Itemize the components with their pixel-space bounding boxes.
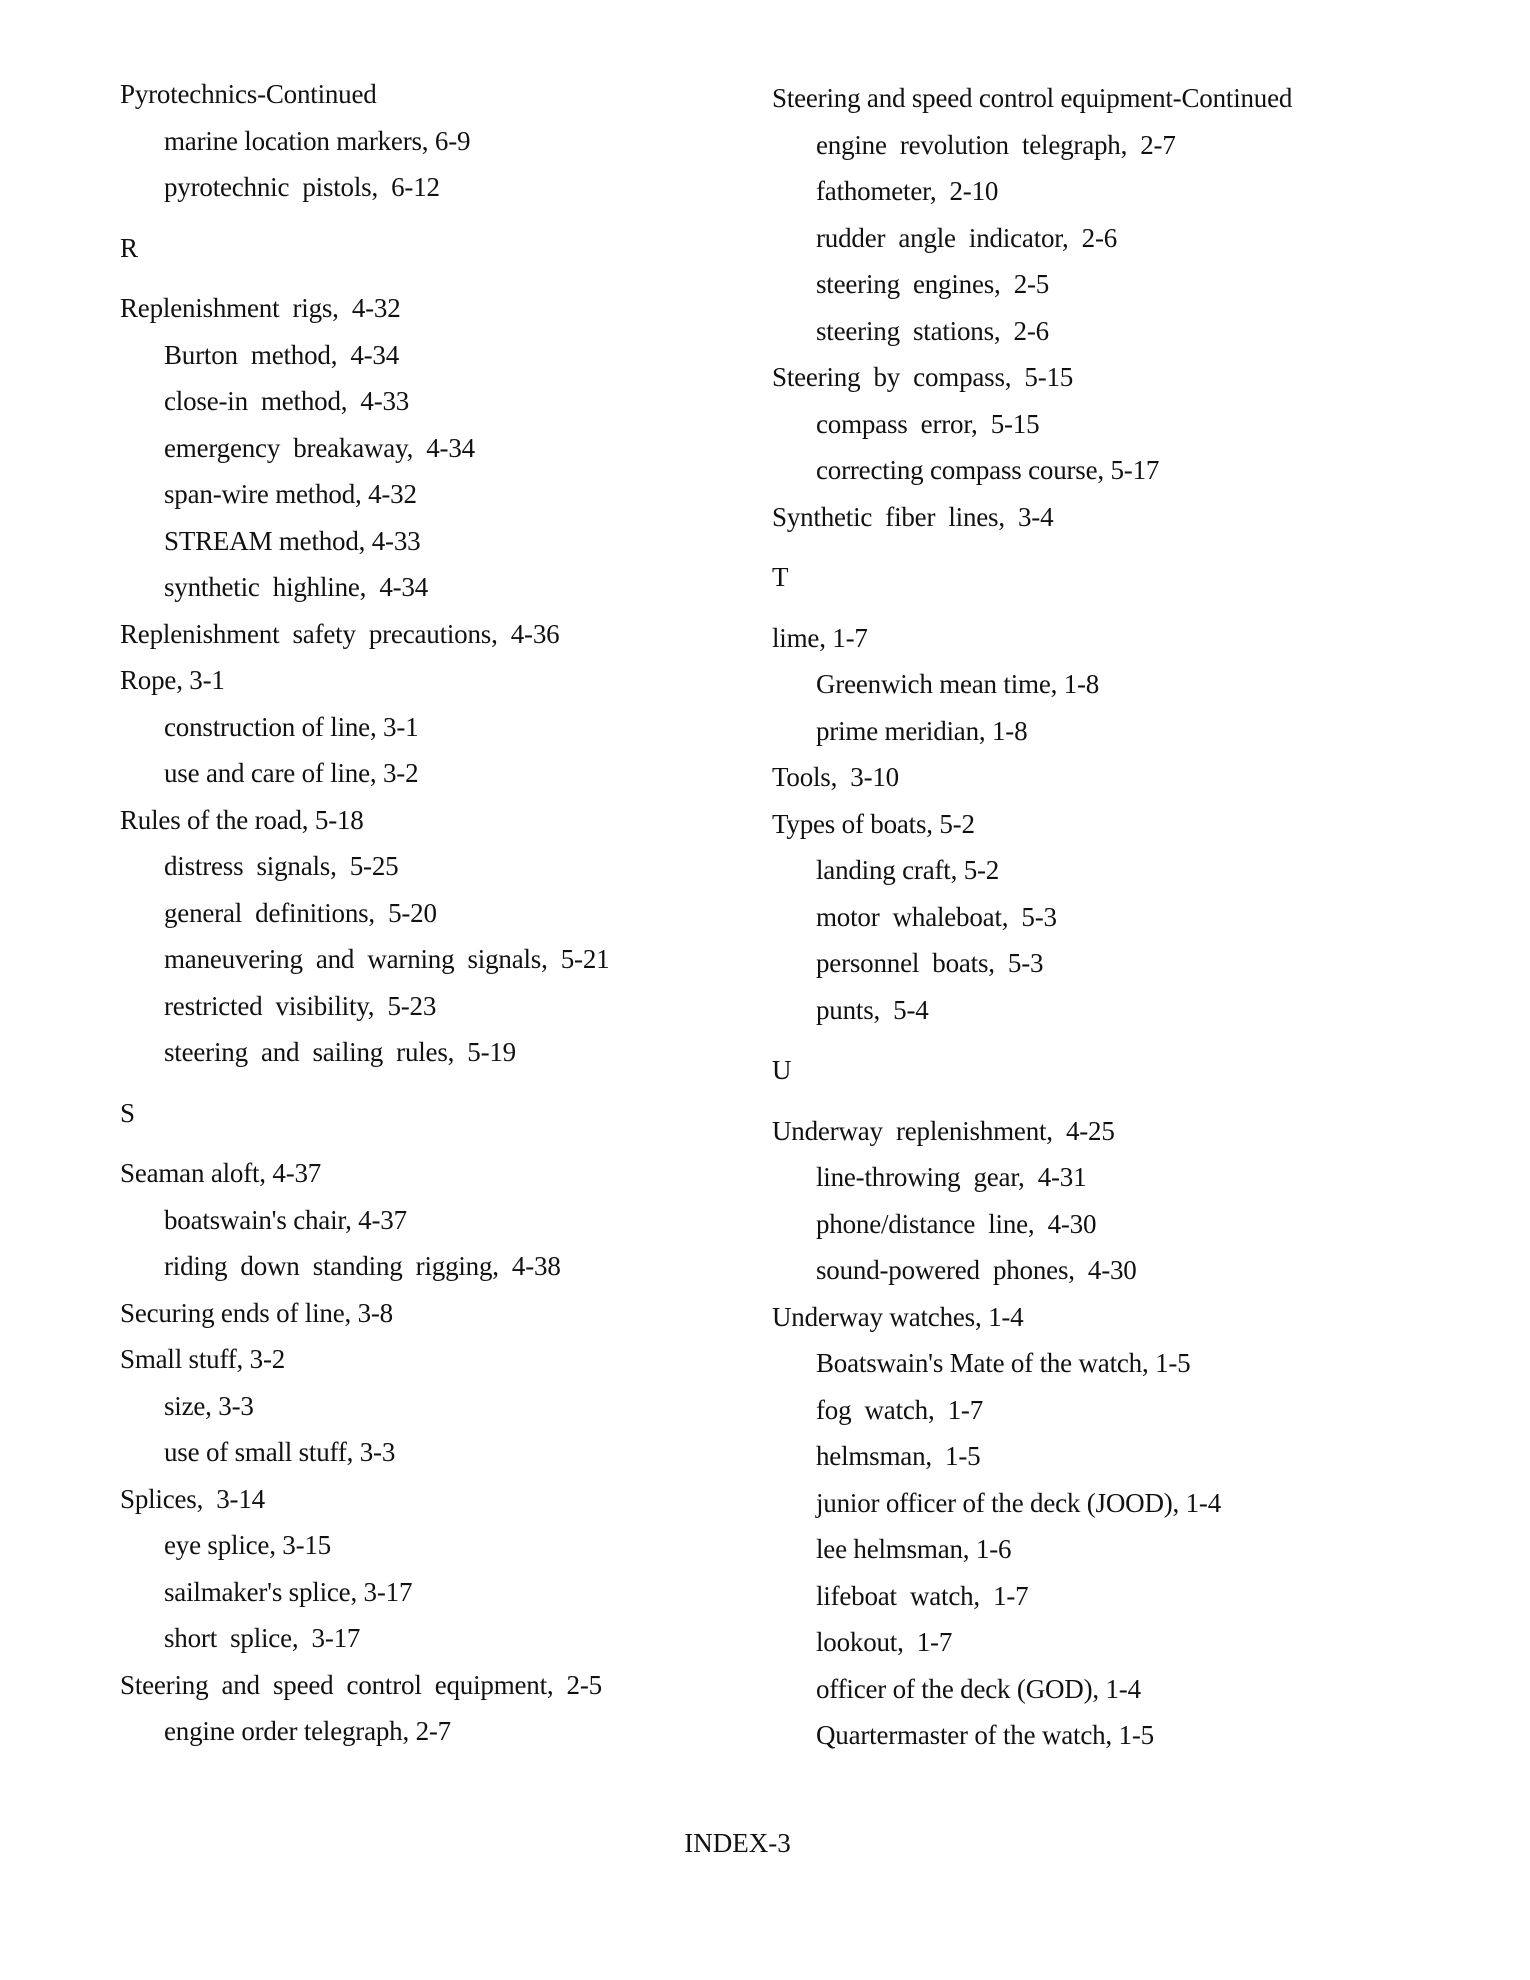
index-column-right (772, 75, 1472, 1759)
index-subentry: emergency breakaway, 4-34 (164, 432, 475, 463)
index-subentry: lifeboat watch, 1-7 (816, 1580, 1029, 1611)
index-entry: Pyrotechnics-Continued (120, 79, 377, 109)
index-subentry: use and care of line, 3-2 (164, 758, 419, 788)
index-entry: Tools, 3-10 (772, 762, 899, 792)
index-entry: Small stuff, 3-2 (120, 1344, 286, 1374)
index-subentry: boatswain's chair, 4-37 (164, 1204, 407, 1235)
index-subentry: Boatswain's Mate of the watch, 1-5 (816, 1348, 1191, 1378)
index-subentry: punts, 5-4 (816, 994, 929, 1025)
index-subentry: sailmaker's splice, 3-17 (164, 1576, 413, 1607)
index-subentry: construction of line, 3-1 (164, 711, 419, 742)
index-subentry: distress signals, 5-25 (164, 851, 399, 881)
index-subentry: rudder angle indicator, 2-6 (816, 222, 1118, 253)
index-entry: Steering and speed control equipment, 2-5 (120, 1669, 602, 1700)
index-subentry: eye splice, 3-15 (164, 1530, 331, 1560)
index-letter-heading: U (772, 1055, 792, 1085)
index-letter-heading: T (772, 562, 789, 592)
index-entry: Synthetic fiber lines, 3-4 (772, 501, 1054, 532)
index-entry: Rules of the road, 5-18 (120, 804, 364, 835)
index-subentry: Greenwich mean time, 1-8 (816, 669, 1100, 699)
index-subentry: correcting compass course, 5-17 (816, 455, 1160, 485)
index-subentry: Burton method, 4-34 (164, 339, 400, 370)
index-subentry: span-wire method, 4-32 (164, 479, 417, 509)
index-subentry: engine revolution telegraph, 2-7 (816, 129, 1176, 160)
index-entry: Securing ends of line, 3-8 (120, 1297, 393, 1328)
index-column-left (120, 71, 760, 1755)
index-subentry: steering stations, 2-6 (816, 315, 1049, 346)
index-entry: Rope, 3-1 (120, 665, 225, 695)
index-subentry: use of small stuff, 3-3 (164, 1437, 396, 1467)
index-subentry: fog watch, 1-7 (816, 1394, 984, 1425)
index-entry: Steering by compass, 5-15 (772, 362, 1074, 392)
index-entry: Replenishment safety precautions, 4-36 (120, 618, 560, 649)
index-subentry: STREAM method, 4-33 (164, 525, 421, 556)
index-subentry: riding down standing rigging, 4-38 (164, 1251, 561, 1281)
index-subentry: maneuvering and warning signals, 5-21 (164, 944, 610, 974)
index-subentry: steering engines, 2-5 (816, 269, 1050, 299)
index-subentry: landing craft, 5-2 (816, 855, 1000, 885)
index-subentry: motor whaleboat, 5-3 (816, 901, 1057, 932)
index-subentry: steering and sailing rules, 5-19 (164, 1037, 516, 1067)
index-subentry: phone/distance line, 4-30 (816, 1208, 1097, 1239)
index-entry: Steering and speed control equipment-Continued (772, 83, 1293, 113)
index-subentry: engine order telegraph, 2-7 (164, 1716, 451, 1746)
index-entry: lime, 1-7 (772, 622, 868, 653)
index-subentry: general definitions, 5-20 (164, 897, 437, 928)
index-subentry: Quartermaster of the watch, 1-5 (816, 1720, 1154, 1750)
index-subentry: fathometer, 2-10 (816, 176, 999, 206)
index-subentry: officer of the deck (GOD), 1-4 (816, 1673, 1141, 1704)
index-entry: Underway replenishment, 4-25 (772, 1115, 1115, 1146)
index-entry: Splices, 3-14 (120, 1483, 265, 1514)
index-subentry: prime meridian, 1-8 (816, 715, 1028, 746)
index-subentry: pyrotechnic pistols, 6-12 (164, 172, 440, 202)
index-subentry: line-throwing gear, 4-31 (816, 1162, 1087, 1192)
index-entry: Replenishment rigs, 4-32 (120, 293, 401, 323)
index-subentry: lookout, 1-7 (816, 1627, 953, 1657)
index-subentry: sound-powered phones, 4-30 (816, 1255, 1137, 1285)
page-number: INDEX-3 (684, 1828, 791, 1858)
index-subentry: size, 3-3 (164, 1390, 254, 1421)
index-subentry: compass error, 5-15 (816, 408, 1040, 439)
index-subentry: marine location markers, 6-9 (164, 125, 471, 156)
index-subentry: personnel boats, 5-3 (816, 948, 1044, 978)
index-subentry: short splice, 3-17 (164, 1623, 361, 1653)
index-subentry: junior officer of the deck (JOOD), 1-4 (816, 1487, 1222, 1518)
index-subentry: restricted visibility, 5-23 (164, 990, 437, 1021)
index-subentry: helmsman, 1-5 (816, 1441, 981, 1471)
index-subentry: close-in method, 4-33 (164, 386, 410, 416)
index-entry: Types of boats, 5-2 (772, 808, 975, 839)
index-subentry: lee helmsman, 1-6 (816, 1534, 1012, 1564)
index-letter-heading: S (120, 1097, 135, 1128)
index-entry: Underway watches, 1-4 (772, 1301, 1024, 1332)
index-letter-heading: R (120, 232, 138, 263)
index-subentry: synthetic highline, 4-34 (164, 572, 429, 602)
index-entry: Seaman aloft, 4-37 (120, 1158, 322, 1188)
